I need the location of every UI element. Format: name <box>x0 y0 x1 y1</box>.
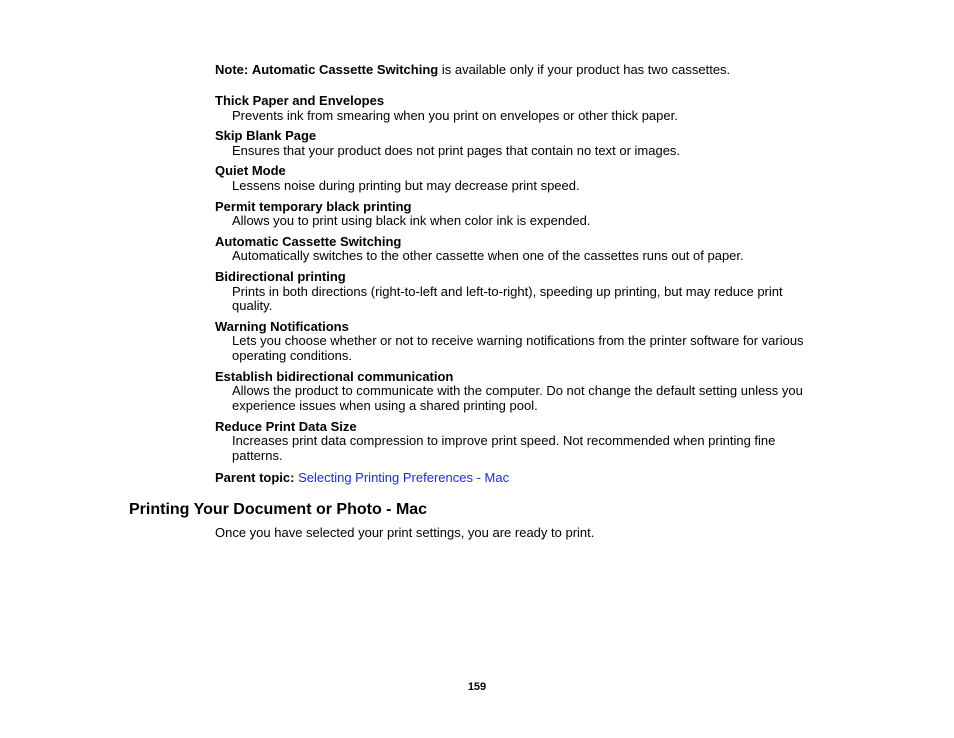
section-title: Printing Your Document or Photo - Mac <box>129 501 428 518</box>
definition-term: Automatic Cassette Switching <box>215 233 402 249</box>
note <box>215 62 730 77</box>
parent-topic-link[interactable]: Selecting Printing Preferences - Mac <box>298 469 510 485</box>
definition-term: Skip Blank Page <box>215 128 317 144</box>
definition-description: Lessens noise during printing but may decrease print speed. <box>232 177 580 193</box>
definition-description: Allows you to print using black ink when color ink is expended. <box>232 213 591 229</box>
note-label: Note: <box>215 62 249 77</box>
definition-term: Thick Paper and Envelopes <box>215 93 385 108</box>
settings-definition-list <box>215 94 815 485</box>
definition-description: Prevents ink from smearing when you print on envelopes or other thick paper. <box>232 107 678 123</box>
note-bold-term: Automatic Cassette Switching <box>251 62 439 77</box>
parent-topic <box>215 470 815 485</box>
definition-term: Permit temporary black printing <box>215 198 412 214</box>
definition-term: Establish bidirectional communication <box>215 368 454 384</box>
definition-term: Warning Notifications <box>215 318 349 334</box>
note-text: is available only if your product has two cassettes. <box>441 62 731 77</box>
definition-term: Quiet Mode <box>215 163 286 179</box>
definition-description: Ensures that your product does not print pages that contain no text or images. <box>232 142 681 158</box>
page-number: 159 <box>467 681 487 693</box>
definition-description: Prints in both directions (right-to-left and left-to-right), speeding up printing, but may reduce print quality. <box>232 283 783 314</box>
definition-term: Reduce Print Data Size <box>215 418 357 434</box>
parent-topic-label: Parent topic: <box>215 469 295 485</box>
definition-description: Automatically switches to the other cassette when one of the cassettes runs out of paper. <box>232 248 744 264</box>
definition-term: Bidirectional printing <box>215 269 346 285</box>
definition-description: Lets you choose whether or not to receive warning notifications from the printer software for various operating conditions. <box>232 333 804 364</box>
section-body: Once you have selected your print settings, you are ready to print. <box>215 525 595 540</box>
definition-description: Allows the product to communicate with the computer. Do not change the default setting unless you experience issues when using a shared printing pool. <box>232 383 803 414</box>
definition-description: Increases print data compression to improve print speed. Not recommended when printing fine patterns. <box>232 433 776 463</box>
